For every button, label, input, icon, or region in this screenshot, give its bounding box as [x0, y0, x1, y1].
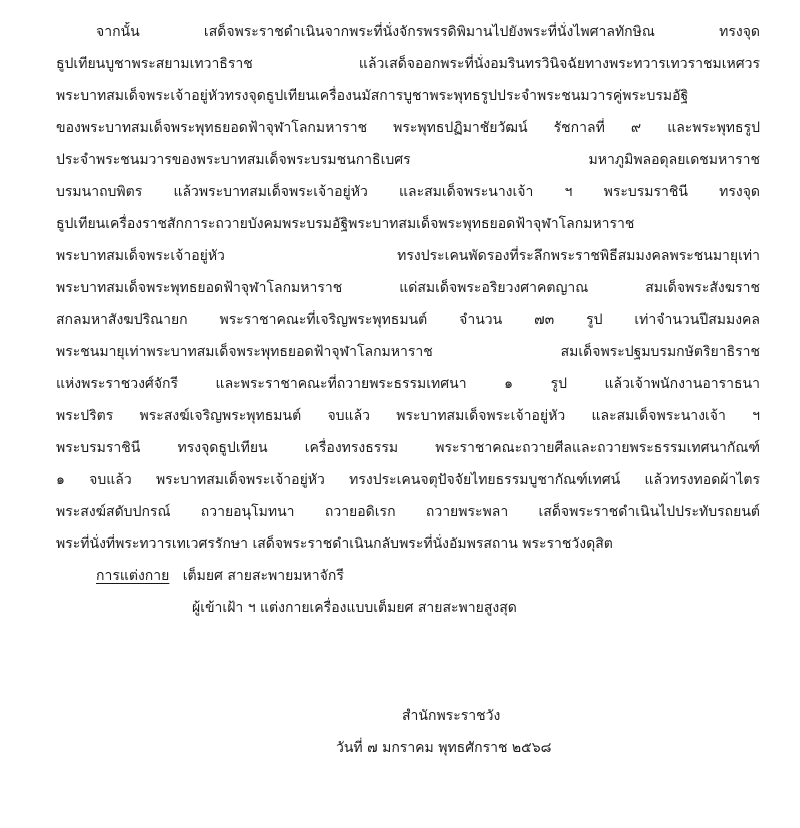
dress-code-row [96, 566, 344, 586]
paragraph-line: ๑ จบแล้ว พระบาทสมเด็จพระเจ้าอยู่หัว ทรงประเคนจตุปัจจัยไทยธรรมบูชากัณฑ์เทศน์ แล้วทรงทอดผ้าไตร [56, 472, 760, 488]
paragraph-line: ประจำพระชนมวารของพระบาทสมเด็จพระบรมชนกาธิเบศร มหาภูมิพลอดุลยเดชมหาราช [56, 152, 760, 168]
paragraph-line: พระบาทสมเด็จพระพุทธยอดฟ้าจุฬาโลกมหาราช แด่สมเด็จพระอริยวงศาคตญาณ สมเด็จพระสังฆราช [56, 280, 760, 296]
paragraph-line: พระบาทสมเด็จพระเจ้าอยู่หัว ทรงประเคนพัดรองที่ระลึกพระราชพิธีสมมงคลพระชนมายุเท่า [56, 248, 760, 264]
paragraph-line: ธูปเทียนเครื่องราชสักการะถวายบังคมพระบรมอัฐิพระบาทสมเด็จพระพุทธยอดฟ้าจุฬาโลกมหาราช [56, 216, 635, 232]
paragraph-line: สกลมหาสังฆปริณายก พระราชาคณะที่เจริญพระพุทธมนต์ จำนวน ๗๓ รูป เท่าจำนวนปีสมมงคล [56, 312, 760, 328]
paragraph-line: จากนั้น เสด็จพระราชดำเนินจากพระที่นั่งจักรพรรดิพิมานไปยังพระที่นั่งไพศาลทักษิณ ทรงจุด [96, 24, 760, 40]
paragraph-line: พระที่นั่งที่พระทวารเทเวศรรักษา เสด็จพระราชดำเนินกลับพระที่นั่งอัมพรสถาน พระราชวังดุสิต [56, 536, 613, 552]
paragraph-line: ของพระบาทสมเด็จพระพุทธยอดฟ้าจุฬาโลกมหาราช พระพุทธปฏิมาชัยวัฒน์ รัชกาลที่ ๙ และพระพุทธรูป [56, 120, 760, 136]
paragraph-line: พระบรมราชินี ทรงจุดธูปเทียน เครื่องทรงธรรม พระราชาคณะถวายศีลและถวายพระธรรมเทศนากัณฑ์ [56, 440, 760, 456]
issuing-office: สำนักพระราชวัง [402, 708, 501, 724]
paragraph-line: พระสงฆ์สดับปกรณ์ ถวายอนุโมทนา ถวายอดิเรก ถวายพระพลา เสด็จพระราชดำเนินไปประทับรถยนต์ [56, 504, 760, 520]
dress-code-label: การแต่งกาย [96, 568, 170, 584]
paragraph-line: บรมนาถบพิตร แล้วพระบาทสมเด็จพระเจ้าอยู่หัว และสมเด็จพระนางเจ้า ฯ พระบรมราชินี ทรงจุด [56, 184, 760, 200]
paragraph-line: พระบาทสมเด็จพระเจ้าอยู่หัวทรงจุดธูปเทียนเครื่องนมัสการบูชาพระพุทธรูปประจำพระชนมวารคู่พระบรมอัฐิ [56, 88, 689, 104]
dress-code-value: เต็มยศ สายสะพายมหาจักรี [182, 568, 344, 584]
paragraph-line: ธูปเทียนบูชาพระสยามเทวาธิราช แล้วเสด็จออกพระที่นั่งอมรินทรวินิจฉัยทางพระทวารเทวราชมเหศวร [56, 56, 760, 72]
issue-date: วันที่ ๗ มกราคม พุทธศักราช ๒๕๖๘ [336, 740, 552, 756]
paragraph-line: พระชนมายุเท่าพระบาทสมเด็จพระพุทธยอดฟ้าจุฬาโลกมหาราช สมเด็จพระปฐมบรมกษัตริยาธิราช [56, 344, 760, 360]
attendee-dress-code: ผู้เข้าเฝ้า ฯ แต่งกายเครื่องแบบเต็มยศ สายสะพายสูงสุด [192, 600, 517, 616]
paragraph-line: แห่งพระราชวงศ์จักรี และพระราชาคณะที่ถวายพระธรรมเทศนา ๑ รูป แล้วเจ้าพนักงานอาราธนา [56, 376, 760, 392]
paragraph-line: พระปริตร พระสงฆ์เจริญพระพุทธมนต์ จบแล้ว พระบาทสมเด็จพระเจ้าอยู่หัว และสมเด็จพระนางเจ้า ฯ [56, 408, 760, 424]
